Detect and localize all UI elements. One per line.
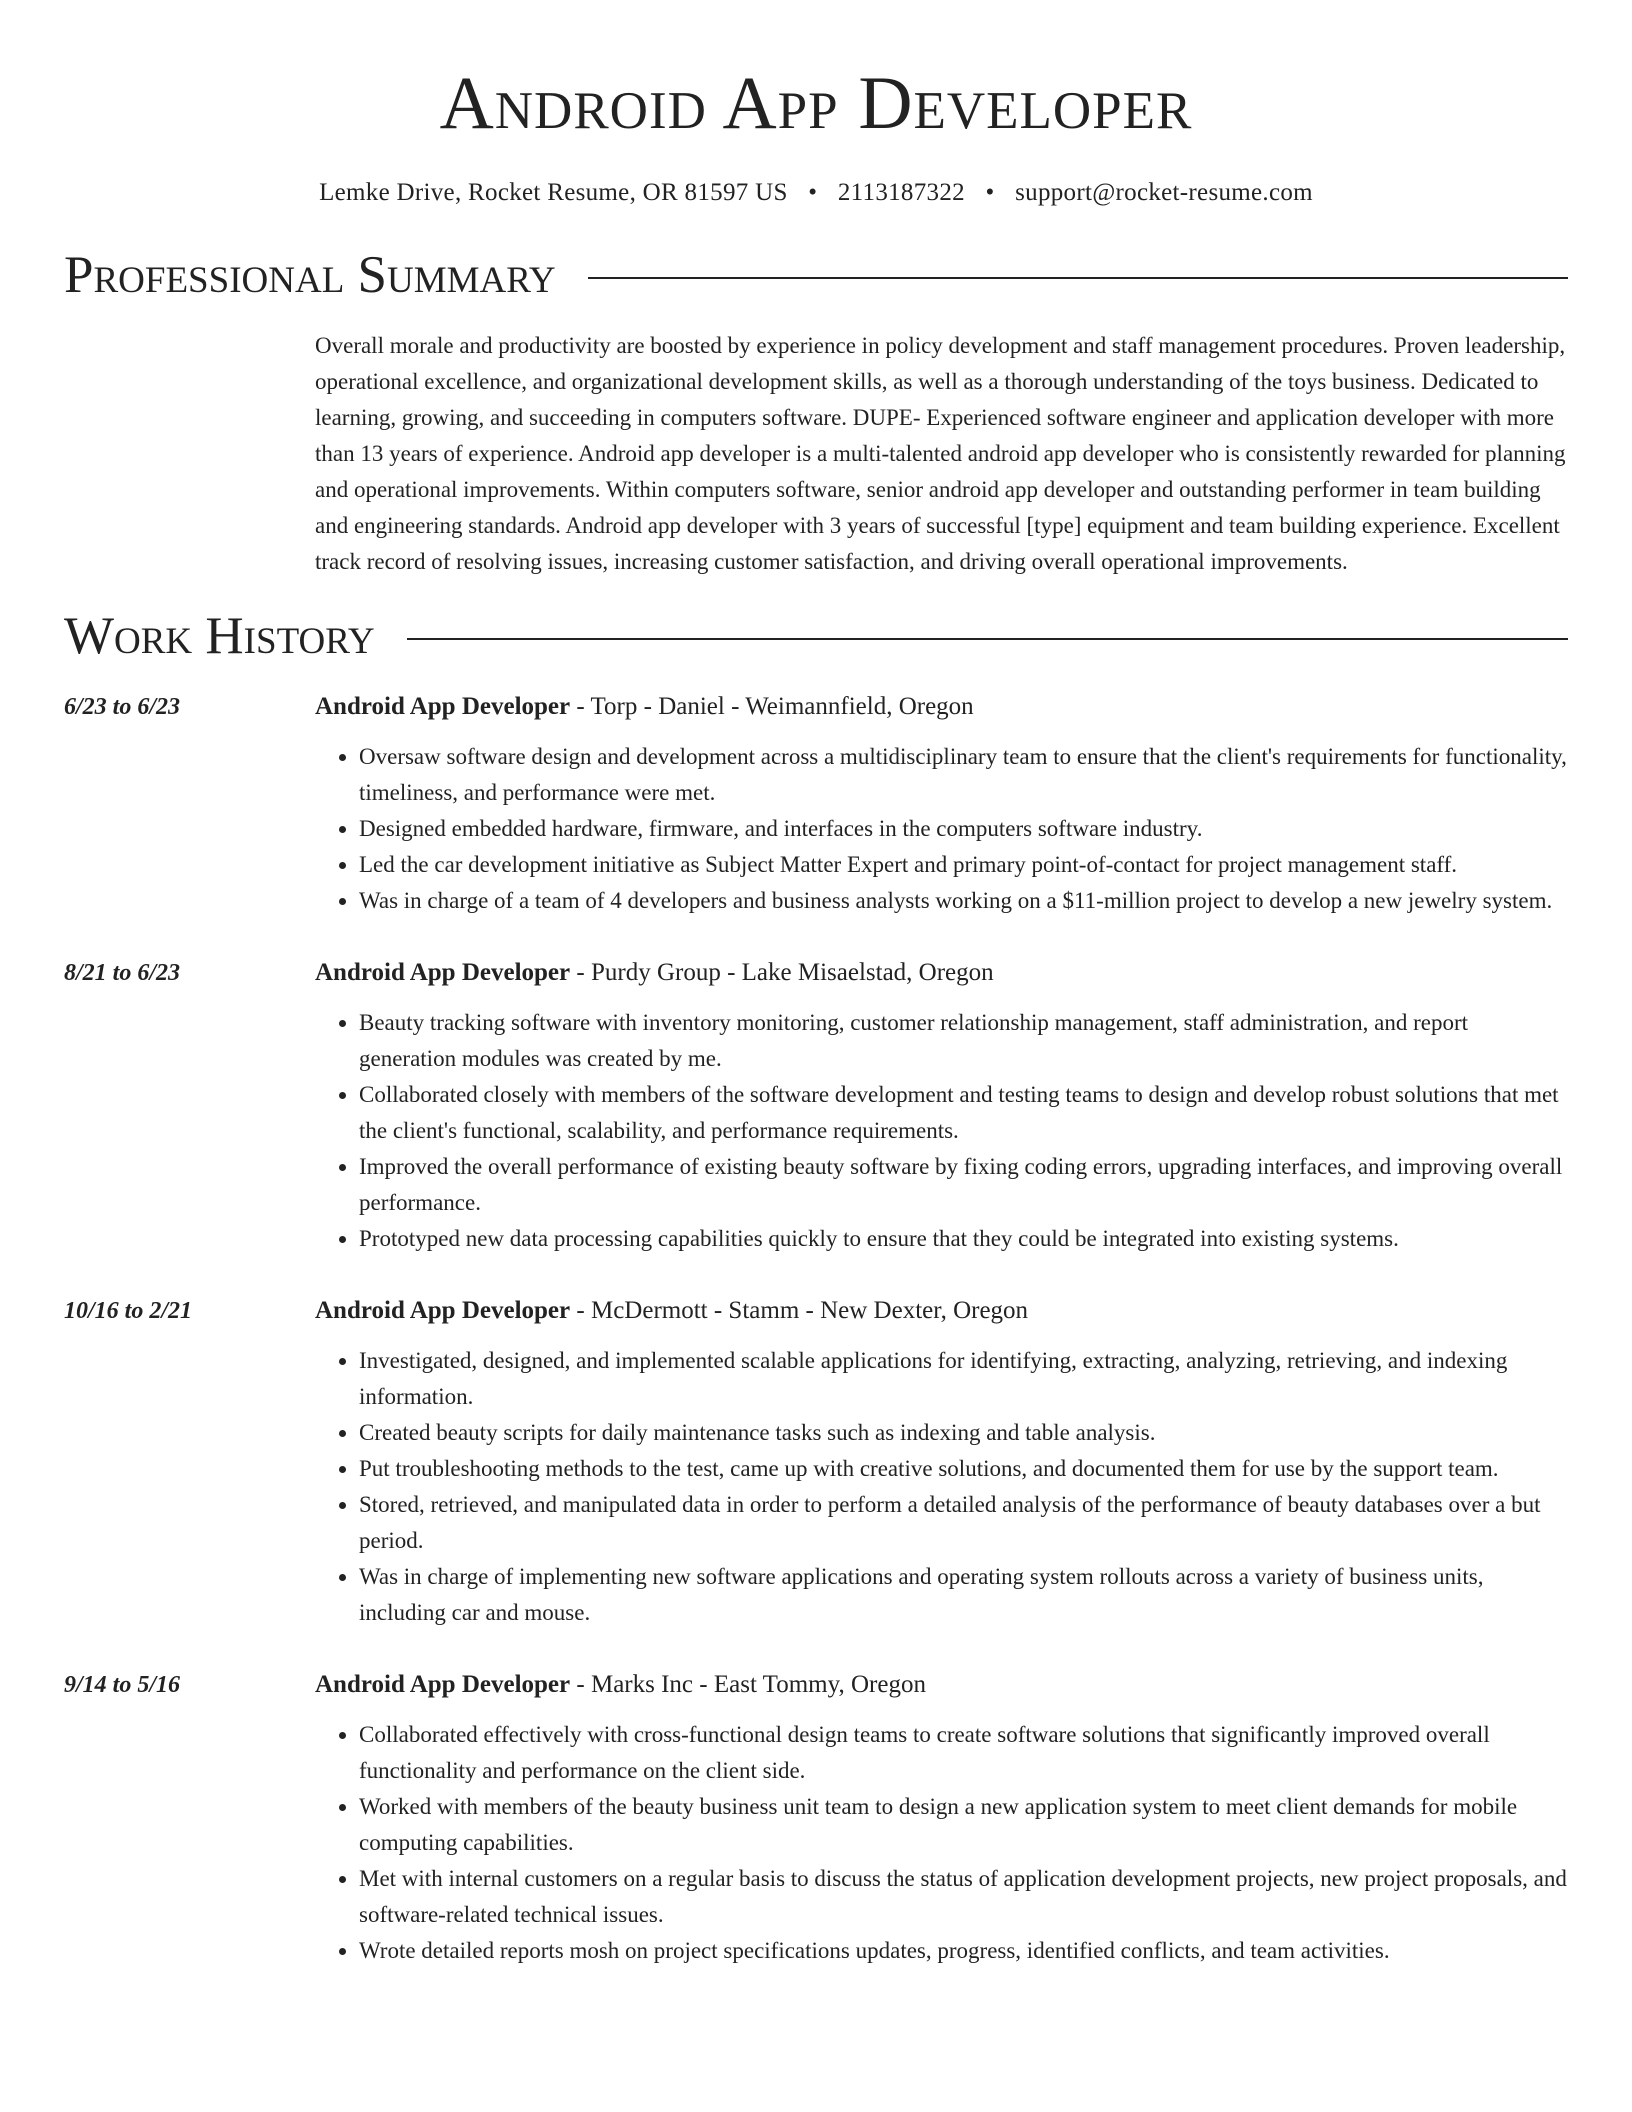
job-employer-location: - Torp - Daniel - Weimannfield, Oregon bbox=[570, 693, 974, 720]
job-entry bbox=[64, 1293, 1568, 1631]
job-title-line bbox=[315, 1667, 1568, 1703]
job-bullet: • Improved the overall performance of existing beauty software by fixing coding errors, upgrading interfaces, and improving overall performance. bbox=[359, 1149, 1568, 1221]
job-bullet: • Oversaw software design and development across a multidisciplinary team to ensure that the client's requirements for functionality, timeliness, and performance were met. bbox=[359, 739, 1568, 811]
job-bullet: • Beauty tracking software with inventory monitoring, customer relationship management, staff administration, and report generation modules was created by me. bbox=[359, 1005, 1568, 1077]
job-dates: 8/21 to 6/23 bbox=[64, 960, 181, 986]
job-bullet: • Stored, retrieved, and manipulated data in order to perform a detailed analysis of the performance of beauty databases over a but period. bbox=[359, 1487, 1568, 1559]
section-divider bbox=[407, 638, 1568, 640]
job-dates: 9/14 to 5/16 bbox=[64, 1672, 181, 1698]
contact-line bbox=[64, 179, 1568, 207]
job-bullet: • Designed embedded hardware, firmware, and interfaces in the computers software industry. bbox=[359, 811, 1568, 847]
job-bullet: • Put troubleshooting methods to the test, came up with creative solutions, and documented them for use by the support team. bbox=[359, 1451, 1568, 1487]
job-role: Android App Developer bbox=[315, 1671, 571, 1698]
job-title-line bbox=[315, 689, 1568, 725]
job-dates: 10/16 to 2/21 bbox=[64, 1298, 193, 1324]
job-employer-location: - Purdy Group - Lake Misaelstad, Oregon bbox=[570, 959, 994, 986]
summary-section-header bbox=[64, 246, 1568, 304]
job-bullet: • Collaborated closely with members of the software development and testing teams to design and develop robust solutions that met the client's functional, scalability, and performance requirements. bbox=[359, 1077, 1568, 1149]
job-bullet: • Was in charge of implementing new software applications and operating system rollouts across a variety of business units, including car and mouse. bbox=[359, 1559, 1568, 1631]
work-section-title: Work History bbox=[64, 607, 375, 665]
job-dates: 6/23 to 6/23 bbox=[64, 694, 181, 720]
job-bullet: • Created beauty scripts for daily maintenance tasks such as indexing and table analysis. bbox=[359, 1415, 1568, 1451]
job-entry bbox=[64, 689, 1568, 919]
job-employer-location: - Marks Inc - East Tommy, Oregon bbox=[570, 1671, 926, 1698]
contact-address: Lemke Drive, Rocket Resume, OR 81597 US bbox=[319, 179, 788, 206]
contact-email: support@rocket-resume.com bbox=[1015, 179, 1313, 206]
work-history-list bbox=[64, 689, 1568, 1969]
job-body bbox=[315, 1667, 1568, 1969]
job-body bbox=[315, 689, 1568, 919]
job-bullet: • Collaborated effectively with cross-functional design teams to create software solutions that significantly improved overall functionality and performance on the client side. bbox=[359, 1717, 1568, 1789]
summary-text: Overall morale and productivity are boosted by experience in policy development and staff management procedures. Proven leadership, operational excellence, and organizational development skills, as well as a thorough understanding of the toys business. Dedicated to learning, growing, and succeeding in computers software. DUPE- Experienced software engineer and application developer with more than 13 years of experience. Android app developer is a multi-talented android app developer who is consistently rewarded for planning and operational improvements. Within computers software, senior android app developer and outstanding performer in team building and engineering standards. Android app developer with 3 years of successful [type] equipment and team building experience. Excellent track record of resolving issues, increasing customer satisfaction, and driving overall operational improvements. bbox=[315, 333, 1566, 574]
job-bullet-list bbox=[315, 1005, 1568, 1257]
contact-separator: • bbox=[808, 179, 818, 206]
job-entry bbox=[64, 1667, 1568, 1969]
contact-phone: 2113187322 bbox=[837, 179, 965, 206]
job-bullet: • Worked with members of the beauty business unit team to design a new application system to meet client demands for mobile computing capabilities. bbox=[359, 1789, 1568, 1861]
job-bullet: • Was in charge of a team of 4 developers and business analysts working on a $11-million project to develop a new jewelry system. bbox=[359, 883, 1568, 919]
job-bullet-list bbox=[315, 1717, 1568, 1969]
job-bullet: • Investigated, designed, and implemented scalable applications for identifying, extracting, analyzing, retrieving, and indexing information. bbox=[359, 1343, 1568, 1415]
job-bullet: • Wrote detailed reports mosh on project specifications updates, progress, identified conflicts, and team activities. bbox=[359, 1933, 1568, 1969]
job-title-line bbox=[315, 955, 1568, 991]
job-entry bbox=[64, 955, 1568, 1257]
job-title-line bbox=[315, 1293, 1568, 1329]
job-bullet: • Met with internal customers on a regular basis to discuss the status of application development projects, new project proposals, and software-related technical issues. bbox=[359, 1861, 1568, 1933]
job-bullet-list bbox=[315, 739, 1568, 919]
job-employer-location: - McDermott - Stamm - New Dexter, Oregon bbox=[570, 1297, 1029, 1324]
summary-section-title: Professional Summary bbox=[64, 246, 556, 304]
job-body bbox=[315, 1293, 1568, 1631]
job-role: Android App Developer bbox=[315, 1297, 571, 1324]
work-section-header bbox=[64, 607, 1568, 665]
job-bullet: • Prototyped new data processing capabilities quickly to ensure that they could be integrated into existing systems. bbox=[359, 1221, 1568, 1257]
job-role: Android App Developer bbox=[315, 959, 571, 986]
section-divider bbox=[588, 277, 1568, 279]
job-bullet: • Led the car development initiative as Subject Matter Expert and primary point-of-contact for project management staff. bbox=[359, 847, 1568, 883]
contact-separator: • bbox=[985, 179, 995, 206]
resume-page bbox=[64, 0, 1568, 1969]
job-bullet-list bbox=[315, 1343, 1568, 1631]
job-body bbox=[315, 955, 1568, 1257]
resume-name: Android App Developer bbox=[439, 62, 1193, 145]
job-role: Android App Developer bbox=[315, 693, 571, 720]
